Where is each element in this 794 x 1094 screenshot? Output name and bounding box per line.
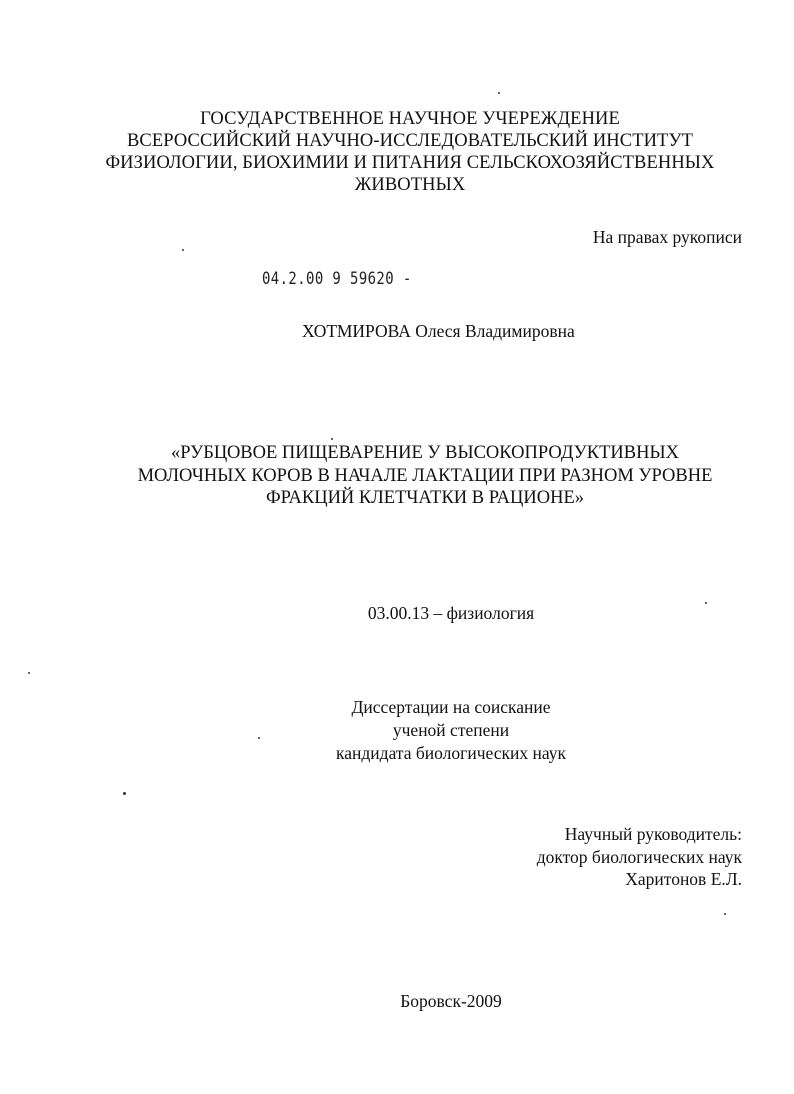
scan-speck — [705, 602, 707, 604]
degree-statement — [100, 696, 794, 765]
dissertation-title — [80, 442, 770, 510]
scientific-supervisor — [537, 823, 742, 891]
supervisor-line-1: Научный руководитель: — [564, 824, 742, 844]
scan-speck — [498, 92, 500, 94]
author-name: ХОТМИРОВА Олеся Владимировна — [302, 321, 575, 341]
scan-speck — [258, 737, 260, 739]
scan-speck — [123, 792, 126, 795]
scan-speck — [331, 438, 333, 440]
title-line-2: МОЛОЧНЫХ КОРОВ В НАЧАЛЕ ЛАКТАЦИИ ПРИ РАЗНОМ УРОВНЕ — [137, 465, 713, 486]
manuscript-rights-note: На правах рукописи — [592, 227, 742, 247]
degree-line-1: Диссертации на соискание — [351, 697, 551, 717]
supervisor-line-3: Харитонов Е.Л. — [625, 869, 742, 889]
degree-line-2: ученой степени — [392, 720, 510, 740]
scan-speck — [182, 249, 184, 251]
scan-speck — [724, 913, 726, 915]
scan-speck — [28, 672, 30, 674]
degree-line-3: кандидата биологических наук — [336, 743, 566, 763]
institution-line-1: ГОСУДАРСТВЕННОЕ НАУЧНОЕ УЧЕРЕЖДЕНИЕ — [200, 109, 620, 129]
registration-number-stamp: 04.2.00 9 59620 - — [262, 269, 412, 289]
specialty-code: 03.00.13 – физиология — [367, 603, 535, 623]
supervisor-line-2: доктор биологических наук — [536, 846, 742, 867]
city-year: Боровск-2009 — [400, 991, 502, 1011]
title-line-1: «РУБЦОВОЕ ПИЩЕВАРЕНИЕ У ВЫСОКОПРОДУКТИВНЫХ — [171, 443, 679, 463]
institution-line-2: ВСЕРОССИЙСКИЙ НАУЧНО-ИССЛЕДОВАТЕЛЬСКИЙ ИНСТИТУТ — [126, 131, 694, 151]
title-line-3: ФРАКЦИЙ КЛЕТЧАТКИ В РАЦИОНЕ» — [265, 488, 585, 508]
institution-line-3: ФИЗИОЛОГИИ, БИОХИМИИ И ПИТАНИЯ СЕЛЬСКОХОЗЯЙСТВЕННЫХ — [105, 153, 715, 173]
institution-name — [80, 108, 740, 196]
institution-line-4: ЖИВОТНЫХ — [354, 175, 466, 195]
